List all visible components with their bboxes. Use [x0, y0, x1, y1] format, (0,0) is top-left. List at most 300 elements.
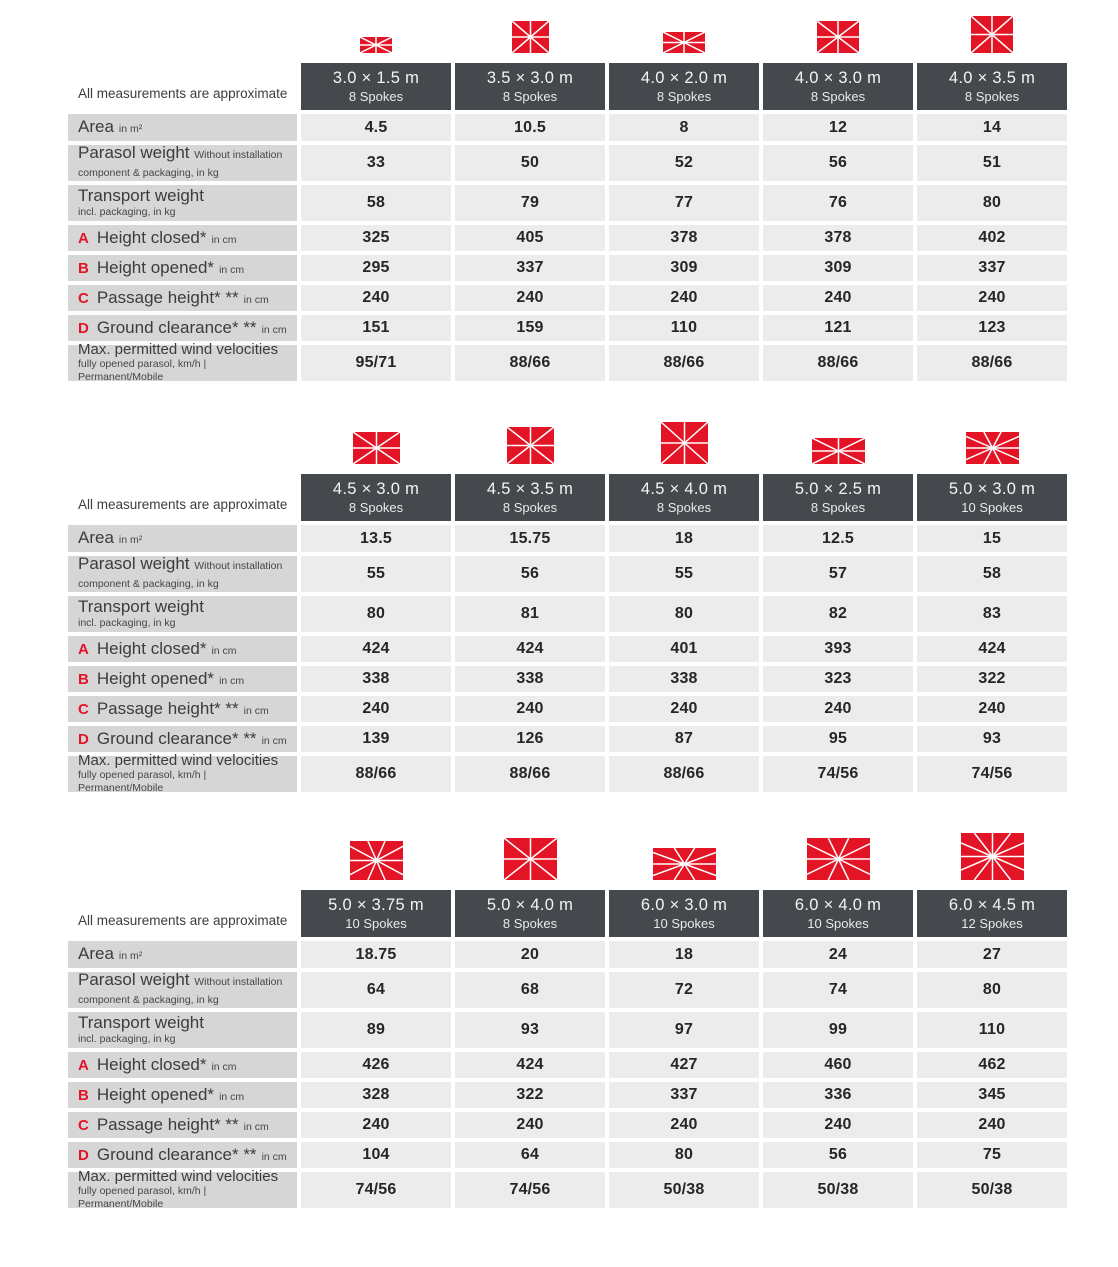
row-label-line [78, 944, 289, 964]
spokes-label: 10 Spokes [345, 915, 407, 931]
spec-table-2 [68, 420, 1118, 795]
parasol-icon-cell [455, 420, 605, 470]
value-cell-transport-weight: 97 [609, 1012, 759, 1048]
row-label-line [78, 1115, 289, 1135]
row-label-area [68, 941, 297, 968]
row-label-main: Height opened* [96, 1084, 215, 1104]
value-cell-wind-velocities: 50/38 [763, 1172, 913, 1208]
spokes-label: 8 Spokes [964, 88, 1020, 104]
row-label-unit: fully opened parasol, km/h | Permanent/Mobile [78, 1185, 207, 1211]
value-cell-parasol-weight: 56 [763, 145, 913, 181]
row-label-unit: in cm [219, 674, 245, 687]
row-label-transport-weight [68, 1012, 297, 1048]
value-cell-passage-height: 240 [301, 1112, 451, 1138]
value-cell-area: 24 [763, 941, 913, 968]
row-label-unit: in cm [219, 1090, 245, 1103]
row-label-main: Transport weight [78, 185, 204, 205]
parasol-icon-cell [301, 420, 451, 470]
row-label-line [78, 729, 289, 749]
value-cell-transport-weight: 80 [609, 596, 759, 632]
value-cell-height-opened: 328 [301, 1082, 451, 1108]
row-label-line [78, 258, 289, 278]
value-cell-parasol-weight: 33 [301, 145, 451, 181]
value-cell-height-opened: 309 [763, 255, 913, 281]
measurements-note [68, 474, 297, 521]
row-label-line [78, 228, 289, 248]
row-label-line [78, 1055, 289, 1075]
parasol-icon-cell [917, 831, 1067, 886]
column-header [609, 890, 759, 937]
value-cell-height-opened: 345 [917, 1082, 1067, 1108]
row-label-unit: incl. packaging, in kg [78, 1032, 176, 1045]
row-label-unit: incl. packaging, in kg [78, 205, 176, 218]
row-label-main: Area [78, 944, 114, 963]
value-cell-height-opened: 338 [301, 666, 451, 692]
parasol-icon-cell [455, 831, 605, 886]
value-cell-wind-velocities: 88/66 [917, 345, 1067, 381]
row-label-main: Ground clearance* ** [96, 728, 257, 748]
spokes-label: 8 Spokes [502, 499, 558, 515]
value-cell-area: 8 [609, 114, 759, 141]
row-label-line [78, 1085, 289, 1105]
value-cell-wind-velocities: 88/66 [609, 756, 759, 792]
dimension-letter: C [78, 700, 89, 718]
parasol-top-icon [512, 21, 549, 53]
value-cell-ground-clearance: 80 [609, 1142, 759, 1168]
row-label-height-opened [68, 255, 297, 281]
value-cell-height-closed: 426 [301, 1052, 451, 1078]
row-label-main: Max. permitted wind velocities [78, 751, 279, 769]
size-label: 6.0 × 3.0 m [640, 896, 728, 915]
size-label: 4.0 × 2.0 m [640, 69, 728, 88]
value-cell-height-closed: 424 [301, 636, 451, 662]
size-label: 6.0 × 4.0 m [794, 896, 882, 915]
value-cell-passage-height: 240 [763, 696, 913, 722]
row-label-unit: in cm [243, 704, 269, 717]
icon-row-spacer [68, 831, 297, 886]
value-cell-parasol-weight: 64 [301, 972, 451, 1008]
value-cell-height-closed: 424 [455, 1052, 605, 1078]
parasol-icon-cell [455, 14, 605, 59]
value-cell-transport-weight: 93 [455, 1012, 605, 1048]
dimension-letter: A [78, 229, 89, 247]
column-header [917, 63, 1067, 110]
row-label-height-closed [68, 636, 297, 662]
row-label-wind-velocities [68, 1167, 297, 1211]
column-header [455, 474, 605, 521]
parasol-icon-cell [763, 420, 913, 470]
dimension-letter: D [78, 1146, 89, 1164]
column-header [455, 63, 605, 110]
row-label-parasol-weight [68, 556, 297, 592]
value-cell-height-opened: 322 [917, 666, 1067, 692]
value-cell-passage-height: 240 [301, 285, 451, 311]
value-cell-height-closed: 427 [609, 1052, 759, 1078]
column-header [917, 890, 1067, 937]
row-label-transport-weight [68, 185, 297, 221]
row-label-flow [78, 971, 289, 1008]
value-cell-height-closed: 462 [917, 1052, 1067, 1078]
parasol-icon-cell [301, 14, 451, 59]
row-label-main: Transport weight [78, 1012, 204, 1032]
value-cell-transport-weight: 82 [763, 596, 913, 632]
measurements-note-text: All measurements are approximate [78, 86, 288, 101]
size-label: 3.5 × 3.0 m [486, 69, 574, 88]
value-cell-transport-weight: 77 [609, 185, 759, 221]
row-label-main: Transport weight [78, 596, 204, 616]
column-header [455, 890, 605, 937]
dimension-letter: B [78, 670, 89, 688]
parasol-icon-cell [301, 831, 451, 886]
value-cell-wind-velocities: 50/38 [917, 1172, 1067, 1208]
value-cell-transport-weight: 79 [455, 185, 605, 221]
row-label-unit: in cm [261, 323, 287, 336]
size-label: 3.0 × 1.5 m [332, 69, 420, 88]
value-cell-area: 18 [609, 941, 759, 968]
value-cell-passage-height: 240 [763, 1112, 913, 1138]
row-label-area [68, 114, 297, 141]
parasol-icon-cell [917, 14, 1067, 59]
dimension-letter: B [78, 1086, 89, 1104]
row-label-unit: in cm [243, 1120, 269, 1133]
value-cell-area: 18 [609, 525, 759, 552]
value-cell-transport-weight: 76 [763, 185, 913, 221]
value-cell-height-opened: 338 [609, 666, 759, 692]
row-label-main: Passage height* ** [96, 287, 239, 307]
row-label-height-closed [68, 1052, 297, 1078]
value-cell-transport-weight: 89 [301, 1012, 451, 1048]
value-cell-passage-height: 240 [455, 285, 605, 311]
value-cell-transport-weight: 83 [917, 596, 1067, 632]
value-cell-passage-height: 240 [917, 1112, 1067, 1138]
value-cell-height-opened: 336 [763, 1082, 913, 1108]
spokes-label: 8 Spokes [656, 499, 712, 515]
value-cell-height-closed: 402 [917, 225, 1067, 251]
value-cell-ground-clearance: 139 [301, 726, 451, 752]
column-header [763, 63, 913, 110]
row-label-unit: in m² [118, 534, 143, 546]
value-cell-parasol-weight: 68 [455, 972, 605, 1008]
value-cell-wind-velocities: 95/71 [301, 345, 451, 381]
spokes-label: 8 Spokes [502, 915, 558, 931]
row-label-line [78, 699, 289, 719]
value-cell-passage-height: 240 [609, 696, 759, 722]
icon-row-spacer [68, 14, 297, 59]
measurements-note-text: All measurements are approximate [78, 497, 288, 512]
row-label-line [78, 669, 289, 689]
row-label-line [78, 288, 289, 308]
value-cell-height-opened: 337 [917, 255, 1067, 281]
row-label-unit: fully opened parasol, km/h | Permanent/Mobile [78, 358, 207, 384]
row-label-wind-velocities [68, 340, 297, 384]
row-label-flow [78, 144, 289, 181]
parasol-top-icon [966, 432, 1019, 464]
value-cell-parasol-weight: 52 [609, 145, 759, 181]
row-label-unit: in cm [211, 233, 237, 246]
value-cell-height-opened: 337 [609, 1082, 759, 1108]
spokes-label: 8 Spokes [348, 499, 404, 515]
spokes-label: 8 Spokes [348, 88, 404, 104]
column-header [301, 474, 451, 521]
value-cell-area: 4.5 [301, 114, 451, 141]
value-cell-area: 27 [917, 941, 1067, 968]
parasol-top-icon [661, 422, 708, 464]
dimension-letter: A [78, 1056, 89, 1074]
parasol-top-icon [653, 848, 716, 880]
parasol-icon-cell [609, 420, 759, 470]
value-cell-ground-clearance: 121 [763, 315, 913, 341]
parasol-top-icon [663, 32, 705, 53]
row-label-unit: in cm [211, 644, 237, 657]
spec-table-3 [68, 831, 1118, 1211]
row-label-unit: in m² [118, 123, 143, 135]
row-label-main: Max. permitted wind velocities [78, 1167, 279, 1185]
spec-table-1 [68, 14, 1118, 384]
row-label-flow [78, 555, 289, 592]
value-cell-height-closed: 424 [917, 636, 1067, 662]
value-cell-area: 13.5 [301, 525, 451, 552]
row-label-line [78, 528, 289, 548]
row-label-unit: Without installation component & packaging, in kg [78, 149, 283, 179]
value-cell-passage-height: 240 [917, 285, 1067, 311]
parasol-icon-cell [609, 14, 759, 59]
value-cell-ground-clearance: 104 [301, 1142, 451, 1168]
column-header [917, 474, 1067, 521]
value-cell-transport-weight: 80 [917, 185, 1067, 221]
value-cell-passage-height: 240 [917, 696, 1067, 722]
value-cell-passage-height: 240 [609, 1112, 759, 1138]
size-label: 4.0 × 3.0 m [794, 69, 882, 88]
row-label-ground-clearance [68, 315, 297, 341]
row-label-passage-height [68, 696, 297, 722]
measurements-note [68, 63, 297, 110]
row-label-main: Height closed* [96, 638, 207, 658]
dimension-letter: D [78, 730, 89, 748]
row-label-unit: in cm [261, 734, 287, 747]
row-label-main: Area [78, 528, 114, 547]
value-cell-area: 15 [917, 525, 1067, 552]
parasol-spec-sheet [68, 14, 1118, 1211]
row-label-parasol-weight [68, 145, 297, 181]
parasol-top-icon [812, 438, 865, 464]
parasol-top-icon [807, 838, 870, 880]
row-label-main: Height opened* [96, 668, 215, 688]
value-cell-height-closed: 393 [763, 636, 913, 662]
value-cell-passage-height: 240 [301, 696, 451, 722]
spokes-label: 8 Spokes [656, 88, 712, 104]
value-cell-parasol-weight: 50 [455, 145, 605, 181]
value-cell-wind-velocities: 74/56 [301, 1172, 451, 1208]
parasol-top-icon [961, 833, 1024, 880]
row-label-unit: in cm [219, 263, 245, 276]
row-label-line [78, 117, 289, 137]
row-label-passage-height [68, 1112, 297, 1138]
parasol-top-icon [360, 37, 392, 53]
row-label-main: Height closed* [96, 1054, 207, 1074]
row-label-area [68, 525, 297, 552]
measurements-note-text: All measurements are approximate [78, 913, 288, 928]
value-cell-height-closed: 325 [301, 225, 451, 251]
row-label-parasol-weight [68, 972, 297, 1008]
row-label-ground-clearance [68, 1142, 297, 1168]
row-label-main: Parasol weight [78, 970, 195, 990]
value-cell-wind-velocities: 74/56 [455, 1172, 605, 1208]
value-cell-height-closed: 460 [763, 1052, 913, 1078]
row-label-height-closed [68, 225, 297, 251]
value-cell-ground-clearance: 75 [917, 1142, 1067, 1168]
row-label-main: Height closed* [96, 227, 207, 247]
parasol-top-icon [817, 21, 859, 53]
row-label-main: Passage height* ** [96, 1114, 239, 1134]
parasol-icon-cell [763, 14, 913, 59]
column-header [763, 890, 913, 937]
size-label: 5.0 × 3.0 m [948, 480, 1036, 499]
row-label-transport-weight [68, 596, 297, 632]
size-label: 4.5 × 3.5 m [486, 480, 574, 499]
row-label-unit: in cm [261, 1150, 287, 1163]
value-cell-height-closed: 401 [609, 636, 759, 662]
value-cell-parasol-weight: 57 [763, 556, 913, 592]
row-label-line [78, 318, 289, 338]
value-cell-wind-velocities: 88/66 [609, 345, 759, 381]
row-label-main: Max. permitted wind velocities [78, 340, 279, 358]
parasol-top-icon [971, 16, 1013, 53]
size-label: 6.0 × 4.5 m [948, 896, 1036, 915]
value-cell-ground-clearance: 95 [763, 726, 913, 752]
value-cell-area: 12.5 [763, 525, 913, 552]
dimension-letter: C [78, 1116, 89, 1134]
column-header [301, 63, 451, 110]
spokes-label: 10 Spokes [807, 915, 869, 931]
value-cell-area: 18.75 [301, 941, 451, 968]
dimension-letter: D [78, 319, 89, 337]
value-cell-parasol-weight: 51 [917, 145, 1067, 181]
parasol-top-icon [504, 838, 557, 880]
dimension-letter: B [78, 259, 89, 277]
size-label: 4.5 × 3.0 m [332, 480, 420, 499]
value-cell-ground-clearance: 151 [301, 315, 451, 341]
value-cell-parasol-weight: 72 [609, 972, 759, 1008]
row-label-main: Ground clearance* ** [96, 1144, 257, 1164]
parasol-top-icon [353, 432, 400, 464]
row-label-passage-height [68, 285, 297, 311]
value-cell-wind-velocities: 74/56 [763, 756, 913, 792]
value-cell-wind-velocities: 74/56 [917, 756, 1067, 792]
spokes-label: 12 Spokes [961, 915, 1023, 931]
value-cell-ground-clearance: 159 [455, 315, 605, 341]
row-label-main: Parasol weight [78, 554, 195, 574]
value-cell-height-opened: 338 [455, 666, 605, 692]
spokes-label: 10 Spokes [961, 499, 1023, 515]
value-cell-area: 15.75 [455, 525, 605, 552]
row-label-main: Parasol weight [78, 143, 195, 163]
value-cell-ground-clearance: 87 [609, 726, 759, 752]
size-label: 5.0 × 3.75 m [328, 896, 424, 915]
value-cell-parasol-weight: 74 [763, 972, 913, 1008]
column-header [609, 63, 759, 110]
row-label-height-opened [68, 666, 297, 692]
row-label-unit: in cm [211, 1060, 237, 1073]
row-label-unit: Without installation component & packaging, in kg [78, 976, 283, 1006]
size-label: 5.0 × 2.5 m [794, 480, 882, 499]
spokes-label: 8 Spokes [810, 88, 866, 104]
value-cell-parasol-weight: 55 [301, 556, 451, 592]
value-cell-height-closed: 405 [455, 225, 605, 251]
value-cell-ground-clearance: 126 [455, 726, 605, 752]
value-cell-transport-weight: 81 [455, 596, 605, 632]
column-header [609, 474, 759, 521]
value-cell-wind-velocities: 88/66 [763, 345, 913, 381]
spokes-label: 8 Spokes [810, 499, 866, 515]
spokes-label: 8 Spokes [502, 88, 558, 104]
value-cell-ground-clearance: 110 [609, 315, 759, 341]
value-cell-height-opened: 323 [763, 666, 913, 692]
spec-table-grid [68, 831, 1067, 1211]
value-cell-passage-height: 240 [763, 285, 913, 311]
value-cell-area: 20 [455, 941, 605, 968]
value-cell-parasol-weight: 58 [917, 556, 1067, 592]
value-cell-wind-velocities: 88/66 [301, 756, 451, 792]
value-cell-area: 10.5 [455, 114, 605, 141]
value-cell-passage-height: 240 [609, 285, 759, 311]
value-cell-transport-weight: 58 [301, 185, 451, 221]
parasol-icon-cell [609, 831, 759, 886]
row-label-ground-clearance [68, 726, 297, 752]
value-cell-ground-clearance: 93 [917, 726, 1067, 752]
value-cell-ground-clearance: 123 [917, 315, 1067, 341]
value-cell-transport-weight: 80 [301, 596, 451, 632]
value-cell-ground-clearance: 64 [455, 1142, 605, 1168]
value-cell-area: 14 [917, 114, 1067, 141]
parasol-top-icon [350, 841, 403, 880]
value-cell-ground-clearance: 56 [763, 1142, 913, 1168]
value-cell-height-closed: 378 [763, 225, 913, 251]
column-header [763, 474, 913, 521]
measurements-note [68, 890, 297, 937]
icon-row-spacer [68, 420, 297, 470]
row-label-unit: incl. packaging, in kg [78, 616, 176, 629]
value-cell-parasol-weight: 80 [917, 972, 1067, 1008]
value-cell-height-closed: 378 [609, 225, 759, 251]
value-cell-height-opened: 337 [455, 255, 605, 281]
spec-table-grid [68, 14, 1067, 384]
value-cell-parasol-weight: 56 [455, 556, 605, 592]
spokes-label: 10 Spokes [653, 915, 715, 931]
row-label-main: Ground clearance* ** [96, 317, 257, 337]
value-cell-wind-velocities: 88/66 [455, 756, 605, 792]
row-label-line [78, 639, 289, 659]
value-cell-wind-velocities: 88/66 [455, 345, 605, 381]
row-label-line [78, 1145, 289, 1165]
row-label-wind-velocities [68, 751, 297, 795]
parasol-icon-cell [917, 420, 1067, 470]
row-label-main: Passage height* ** [96, 698, 239, 718]
size-label: 5.0 × 4.0 m [486, 896, 574, 915]
row-label-unit: Without installation component & packaging, in kg [78, 560, 283, 590]
value-cell-area: 12 [763, 114, 913, 141]
parasol-icon-cell [763, 831, 913, 886]
row-label-unit: fully opened parasol, km/h | Permanent/Mobile [78, 769, 207, 795]
dimension-letter: C [78, 289, 89, 307]
value-cell-height-closed: 424 [455, 636, 605, 662]
value-cell-height-opened: 295 [301, 255, 451, 281]
value-cell-transport-weight: 99 [763, 1012, 913, 1048]
value-cell-transport-weight: 110 [917, 1012, 1067, 1048]
value-cell-height-opened: 309 [609, 255, 759, 281]
value-cell-passage-height: 240 [455, 1112, 605, 1138]
row-label-main: Height opened* [96, 257, 215, 277]
dimension-letter: A [78, 640, 89, 658]
